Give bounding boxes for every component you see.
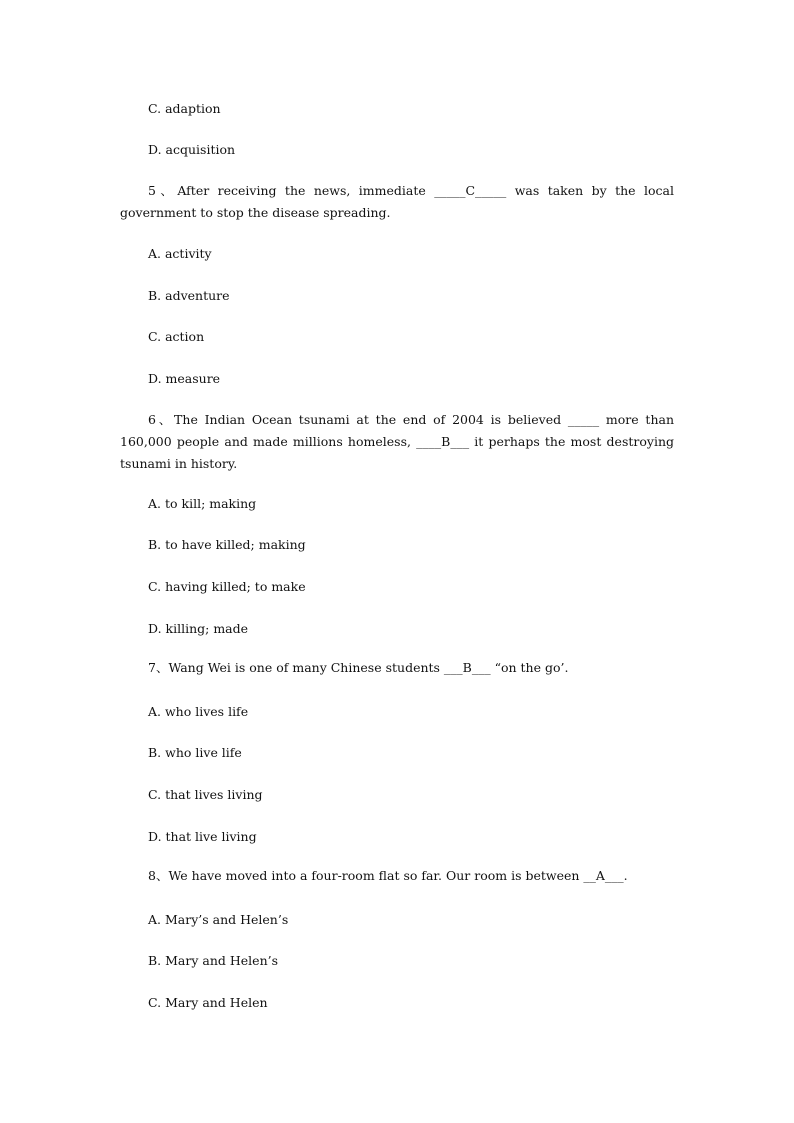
- question-8: 8、We have moved into a four-room flat so far. Our room is between __A___.: [148, 868, 628, 883]
- option-a-who-lives-life: A. who lives life: [148, 704, 249, 719]
- option-c-that-lives-living: C. that lives living: [148, 787, 263, 802]
- option-d-killing-made: D. killing; made: [148, 621, 249, 636]
- option-a-to-kill-making: A. to kill; making: [148, 496, 257, 511]
- question-7: 7、Wang Wei is one of many Chinese students ___B___ “on the go’.: [148, 660, 569, 675]
- option-a-activity: A. activity: [148, 246, 212, 261]
- question-6-text: 6、The Indian Ocean tsunami at the end of 2004 is believed _____ more than 160,000 people and made millions homeless, ____B___ it perhaps the most destroying tsunami in history.: [120, 412, 674, 471]
- option-c-action: C. action: [148, 329, 205, 344]
- option-d-acquisition: D. acquisition: [148, 142, 236, 157]
- question-5-text: 5、After receiving the news, immediate _____C_____ was taken by the local government to stop the disease spreading.: [120, 183, 674, 220]
- question-5: [120, 180, 674, 224]
- option-c-adaption: C. adaption: [148, 101, 221, 116]
- option-c-mary-and-helen: C. Mary and Helen: [148, 995, 268, 1010]
- option-d-that-live-living: D. that live living: [148, 829, 257, 844]
- question-6: [120, 409, 674, 475]
- option-b-to-have-killed-making: B. to have killed; making: [148, 537, 306, 552]
- option-d-measure: D. measure: [148, 371, 221, 386]
- option-b-adventure: B. adventure: [148, 288, 230, 303]
- option-c-having-killed-to-make: C. having killed; to make: [148, 579, 306, 594]
- option-b-mary-and-helens: B. Mary and Helen’s: [148, 953, 279, 968]
- option-a-marys-and-helens: A. Mary’s and Helen’s: [148, 912, 289, 927]
- option-b-who-live-life: B. who live life: [148, 745, 242, 760]
